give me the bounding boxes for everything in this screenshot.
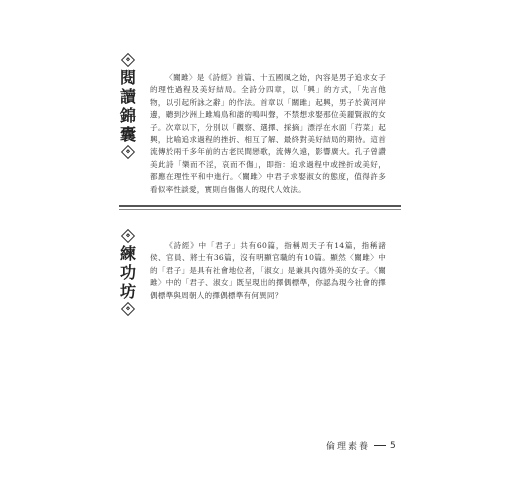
section-label-practice [117,228,139,317]
book-title: 倫理素養 [326,442,371,452]
section2-paragraph: 《詩經》中「君子」共有60篇，指稱周天子有14篇，指稱諸侯、官員、將士有36篇，沒有明顯官職的有10篇。顯然〈關雎〉中的「君子」是具有社會地位者，「淑女」是兼具內德外美的女子。〈關雎〉中的「君子、淑女」既呈現出的擇偶標準，你認為現今社會的擇偶標準與周朝人的擇偶標準有何異同？ [150,241,386,300]
diamond-ornament-icon [121,302,135,316]
footer-dash [374,445,386,446]
section-label-reading [117,52,139,160]
section-title-char: 功 [119,263,136,282]
section-title-char: 坊 [119,282,136,301]
diamond-ornament-icon [121,145,135,159]
page-number: 5 [390,440,396,451]
section-title-char: 閱 [119,68,136,87]
section-title-char: 囊 [119,125,136,144]
diamond-ornament-icon [121,53,135,67]
section-divider [119,205,401,210]
section-title-char: 錦 [119,106,136,125]
section-title-char: 練 [119,244,136,263]
section-title-char: 讀 [119,87,136,106]
section1-paragraph: 〈關雎〉是《詩經》首篇、十五國風之始，內容是男子追求女子的理性過程及美好結局。全詩分四章，以「興」的方式，「先言他物，以引起所詠之辭」的作法。首章以「關雎」起興，男子於黃河岸邊，聽到沙洲上雎鳩鳥和諧的鳴叫聲，不禁想求娶那位美麗賢淑的女子。次章以下，分別以「觀察、選擇、採摘」漂浮在水面「荇菜」起興，比喻追求過程的挫折、相互了解、最終對美好結局的期待。這首流傳於兩千多年前的古老民間戀歌，流傳久遠，影響廣大。孔子曾讚美此詩「樂而不淫，哀而不傷」，即指：追求過程中或挫折或美好，都應在理性平和中進行。〈關雎〉中君子求娶淑女的態度，值得許多看似率性談愛，實則自傷傷人的現代人效法。 [150,73,386,194]
page-footer [326,439,396,452]
diamond-ornament-icon [121,229,135,243]
